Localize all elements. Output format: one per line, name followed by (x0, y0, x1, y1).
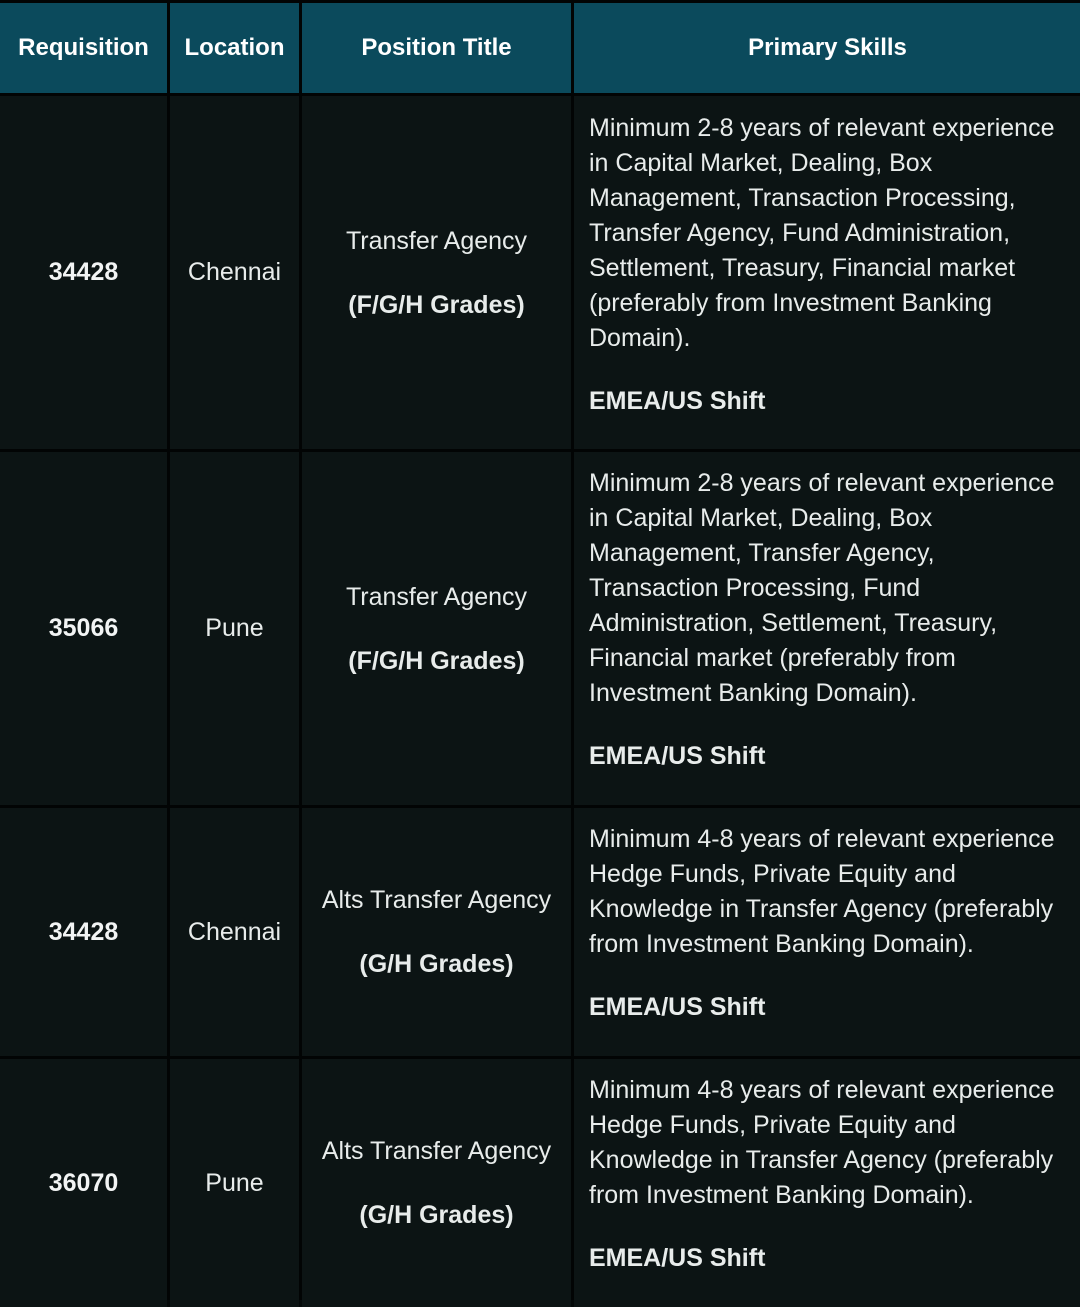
row-4-position-title (302, 1059, 571, 1307)
row-3-title-name: Alts Transfer Agency (321, 886, 552, 914)
row-4-shift: EMEA/US Shift (589, 1244, 766, 1272)
row-1-shift: EMEA/US Shift (589, 387, 766, 415)
row-2-primary-skills (574, 452, 1080, 805)
row-2-skills-text: Minimum 2-8 years of relevant experience in Capital Market, Dealing, Box Management, Transfer Agency, Transaction Processing, Fund Administration, Settlement, Treasury, Financial market (preferably from Investment Banking Domain). (589, 469, 1055, 707)
row-3-primary-skills (574, 808, 1080, 1056)
row-4-title-name: Alts Transfer Agency (321, 1137, 552, 1165)
row-4-skills-text: Minimum 4-8 years of relevant experience Hedge Funds, Private Equity and Knowledge in Transfer Agency (preferably from Investment Banking Domain). (589, 1076, 1055, 1209)
row-3-location: Chennai (170, 808, 299, 1056)
row-3-position-title (302, 808, 571, 1056)
header-location: Location (170, 3, 299, 93)
row-2-title-name: Transfer Agency (345, 582, 528, 611)
row-1-location: Chennai (170, 96, 299, 449)
row-1-skills-text: Minimum 2-8 years of relevant experience in Capital Market, Dealing, Box Management, Transaction Processing, Transfer Agency, Fund Administration, Settlement, Treasury, Financial market (preferably from Investment Banking Domain). (589, 114, 1055, 352)
row-2-position-title (302, 452, 571, 805)
row-4-requisition: 36070 (0, 1059, 167, 1307)
row-2-requisition: 35066 (0, 452, 167, 805)
row-2-location: Pune (170, 452, 299, 805)
row-3-shift: EMEA/US Shift (589, 993, 766, 1021)
row-3-requisition: 34428 (0, 808, 167, 1056)
row-4-location: Pune (170, 1059, 299, 1307)
header-requisition: Requisition (0, 3, 167, 93)
row-1-requisition: 34428 (0, 96, 167, 449)
row-4-title-grades: (G/H Grades) (359, 1201, 514, 1229)
row-4-primary-skills (574, 1059, 1080, 1307)
row-3-title-grades: (G/H Grades) (359, 950, 514, 978)
header-position-title: Position Title (302, 3, 571, 93)
row-1-primary-skills (574, 96, 1080, 449)
row-1-position-title (302, 96, 571, 449)
row-3-skills-text: Minimum 4-8 years of relevant experience Hedge Funds, Private Equity and Knowledge in Transfer Agency (preferably from Investment Banking Domain). (589, 825, 1055, 958)
row-2-shift: EMEA/US Shift (589, 742, 766, 770)
row-1-title-grades: (F/G/H Grades) (348, 290, 525, 319)
header-primary-skills: Primary Skills (574, 3, 1080, 93)
row-1-title-name: Transfer Agency (345, 226, 528, 255)
row-2-title-grades: (F/G/H Grades) (348, 646, 525, 675)
